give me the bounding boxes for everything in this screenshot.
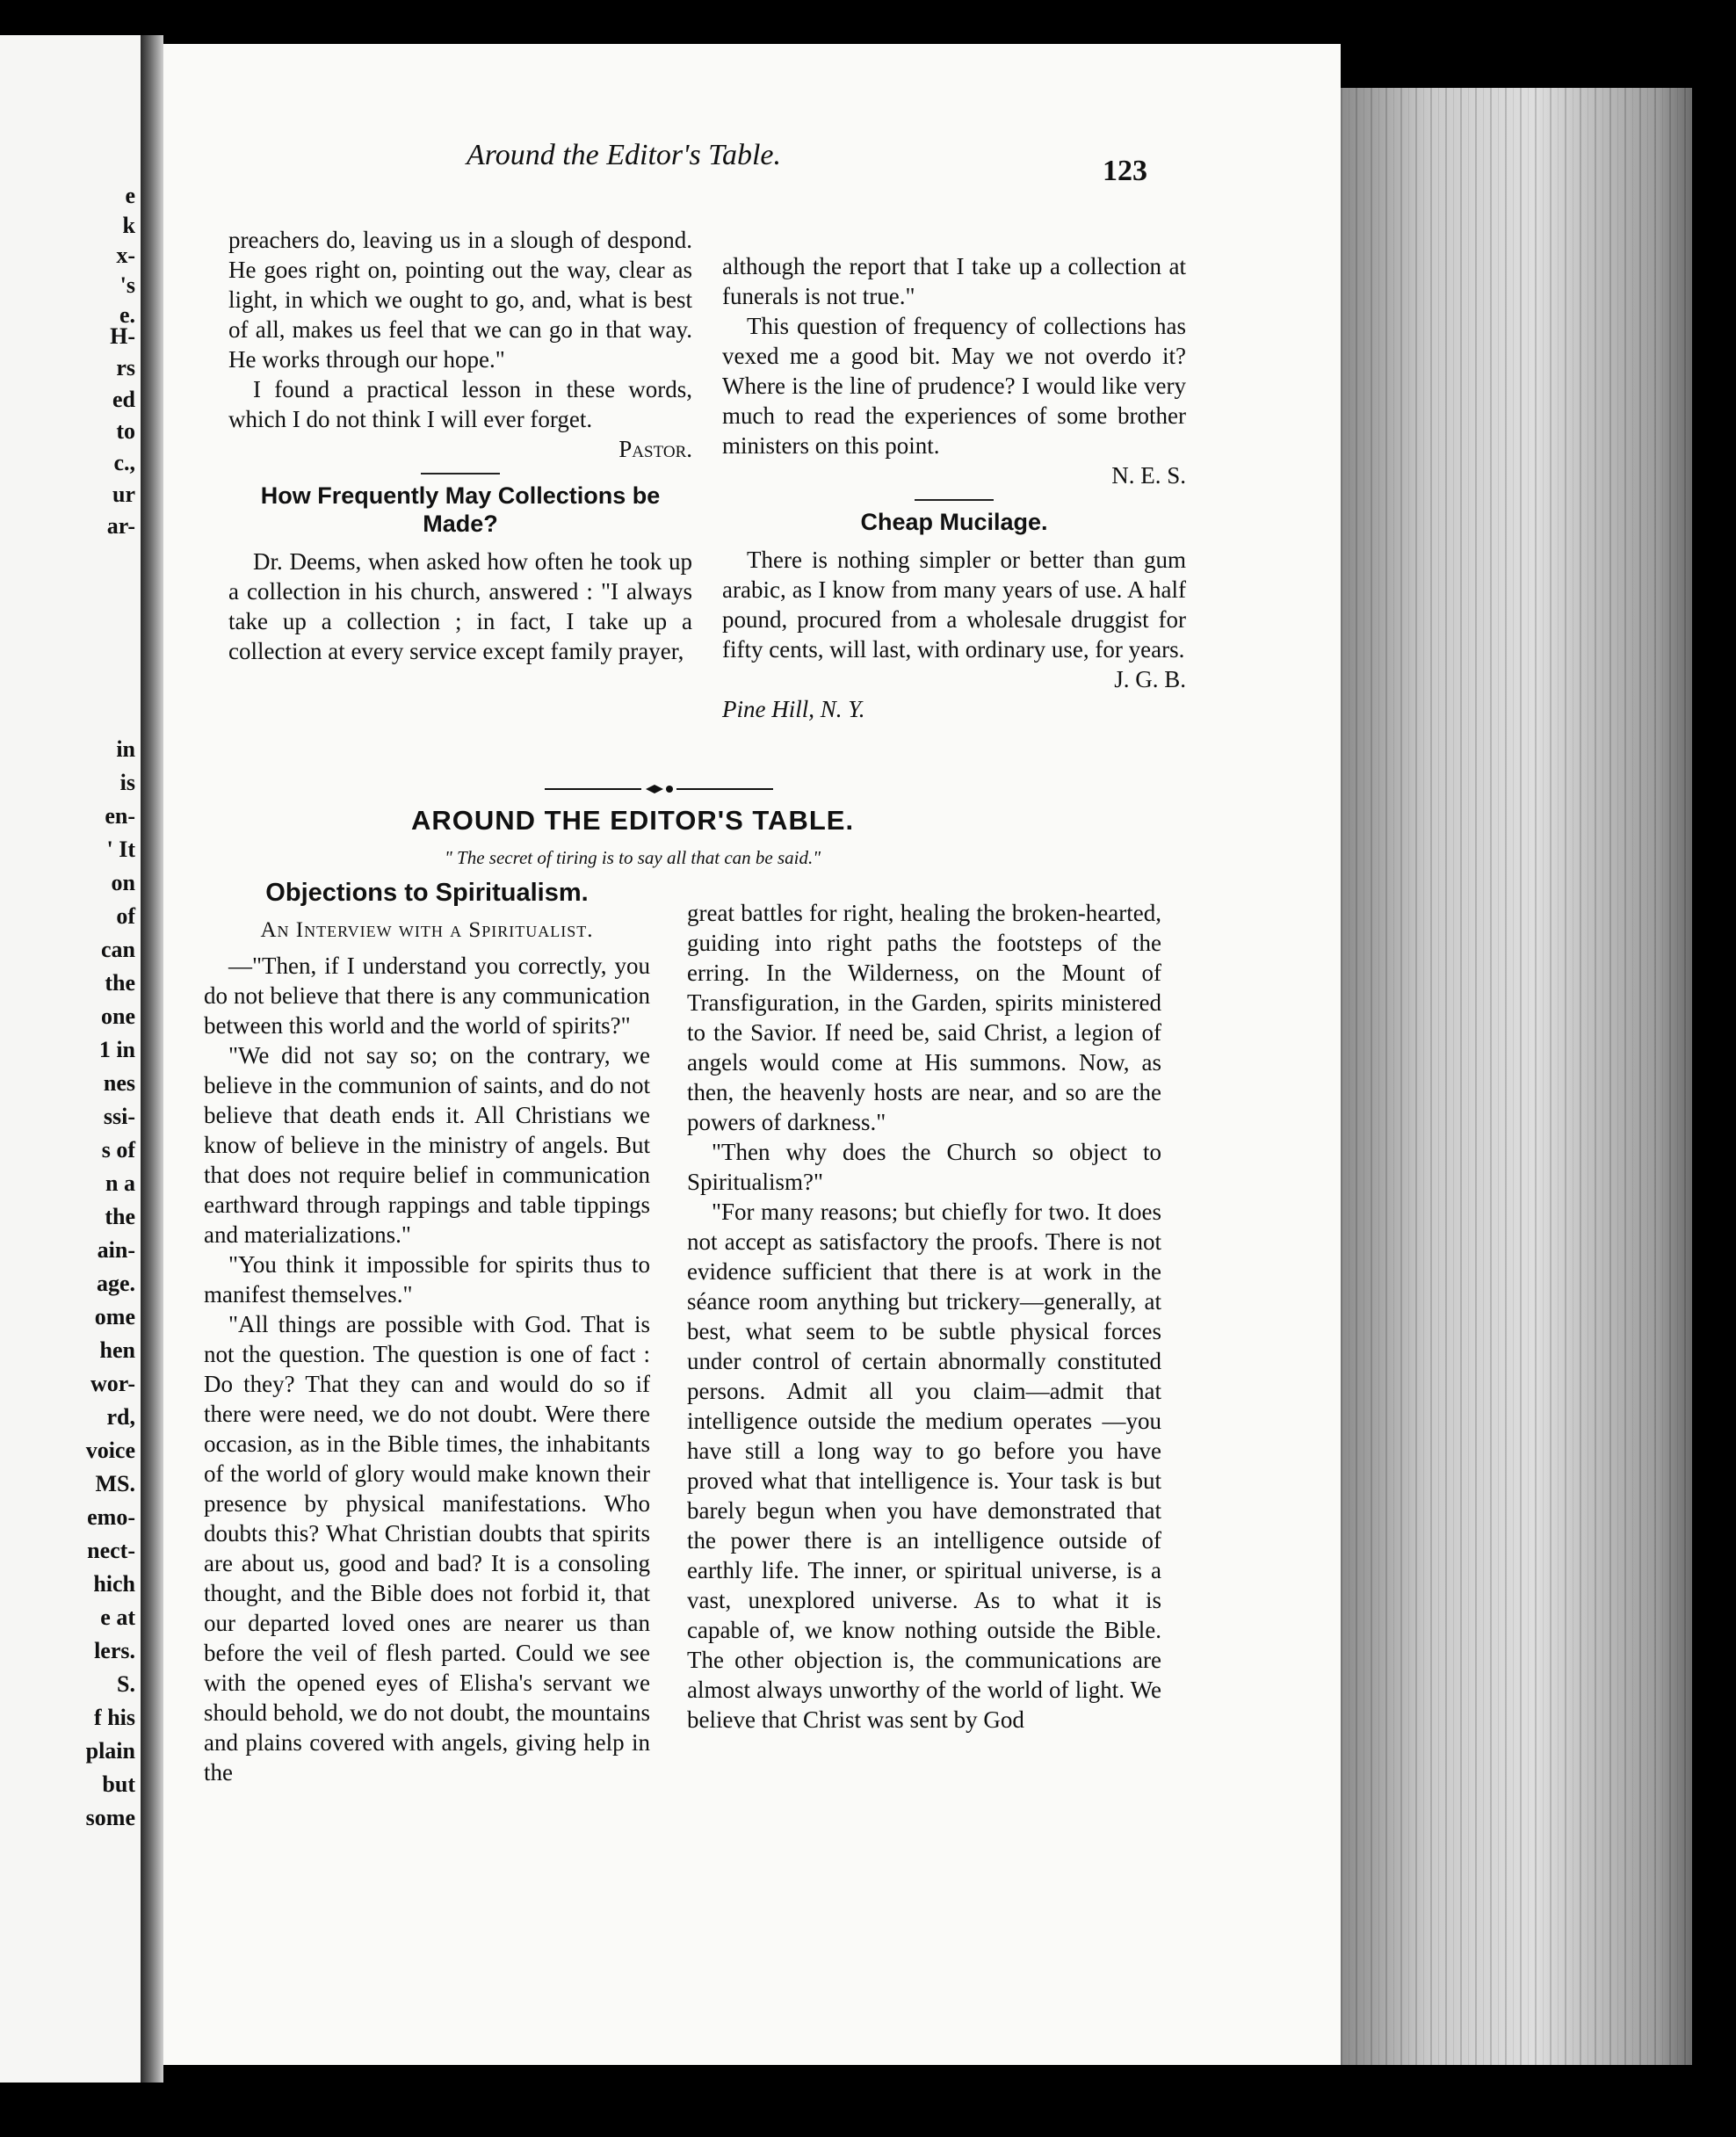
signature-nes: N. E. S. — [1111, 462, 1186, 489]
section-motto: " The secret of tiring is to say all that can be said." — [444, 847, 821, 868]
paragraph: "Then why does the Church so object to Spiritualism?" — [687, 1139, 1161, 1195]
paragraph: I found a practical lesson in these words, which I do not think I will ever forget. — [228, 376, 692, 432]
previous-page-fragment: e at — [100, 1605, 135, 1630]
previous-page-fragment: ur — [112, 482, 135, 507]
previous-page-fragment: ssi- — [103, 1104, 135, 1129]
paragraph: "For many reasons; but chiefly for two. It does not accept as satisfactory the proofs. There is not evidence sufficient that there is at work in the séance room anything but trickery—generally, at best, what seem to be subtle physical forces under control of certain abnormally constituted persons. Admit all you claim—admit that intelligence outside the medium operates —you have still a long way to go before you have proved what that intelligence is. Your task is but barely begun when you have demonstrated that the power there is an intelligence outside of earthly life. The inner, or spiritual universe, is a vast, unexplored universe. As to what it is capable of, we know nothing outside the Bible. The other objection is, the communications are almost always unworthy of the world of light. We believe that Christ was sent by God — [687, 1199, 1161, 1733]
paragraph: "All things are possible with God. That is not the question. The question is one of fact : Do they? That they can and would do so if there were need, we do not doubt. Were there occasion, as in the Bible times, the inhabitants of the world of glory would make known their presence by physical manifestations. Who doubts this? What Christian doubts that spirits are about us, good and bad? It is a consoling thought, and the Bible does not forbid it, that our departed loved ones are nearer us than before the veil of flesh parted. Could we see with the opened eyes of Elisha's servant we should behold, we do not doubt, the mountains and plains covered with angels, giving help in the — [204, 1311, 650, 1786]
paragraph: This question of frequency of collections has vexed me a good bit. May we not overdo it? Where is the line of prudence? I would like very much to read the experiences of some brother ministers on this point. — [722, 313, 1186, 459]
page-number: 123 — [1103, 155, 1147, 187]
previous-page-fragment: but — [102, 1771, 135, 1797]
paragraph: preachers do, leaving us in a slough of despond. He goes right on, pointing out the way, clear as light, in which we ought to go, and, what is best of all, makes us feel that we can go in that way. He works through our hope." — [228, 227, 692, 373]
paragraph: —"Then, if I understand you correctly, you do not believe that there is any communication between this world and the world of spirits?" — [204, 953, 650, 1039]
previous-page-fragment: in — [116, 736, 135, 762]
paragraph: "You think it impossible for spirits thus to manifest themselves." — [204, 1251, 650, 1308]
previous-page-fragment: ' It — [106, 837, 135, 862]
previous-page-fragment: emo- — [87, 1504, 135, 1530]
previous-page-fragment: the — [105, 970, 135, 996]
previous-page-fragment: lers. — [94, 1638, 135, 1663]
column-2-bottom — [687, 898, 1161, 1735]
previous-page-fragment: the — [105, 1204, 135, 1229]
column-2-top — [722, 251, 1186, 724]
previous-page-fragment: H- — [110, 323, 135, 349]
previous-page-fragment: one — [101, 1003, 135, 1029]
previous-page-fragment: age. — [96, 1271, 135, 1296]
previous-page-fragment: f his — [94, 1705, 135, 1730]
column-1-bottom — [204, 873, 650, 1787]
previous-page-fragment: en- — [105, 803, 135, 829]
previous-page-fragment: ain- — [97, 1237, 135, 1263]
previous-page-fragment: 1 in — [98, 1037, 135, 1062]
previous-page-fragment: n a — [105, 1170, 135, 1196]
divider — [421, 473, 500, 474]
book-gutter — [141, 35, 163, 2083]
previous-page-fragment: MS. — [95, 1471, 135, 1496]
section-title: AROUND THE EDITOR'S TABLE. — [410, 805, 855, 836]
paragraph: although the report that I take up a collection at funerals is not true." — [722, 253, 1186, 309]
previous-page-fragment: ar- — [106, 513, 135, 539]
paragraph: Dr. Deems, when asked how often he took up a collection in his church, answered : "I always take up a collection ; in fact, I take up a collection at every service except family prayer, — [228, 548, 692, 664]
column-1-top — [228, 225, 692, 666]
previous-page-fragment: x- — [116, 243, 135, 268]
signature-pastor: Pastor. — [618, 436, 692, 462]
article-subtitle: An Interview with a Spiritualist. — [260, 918, 594, 942]
previous-page-fragment: is — [119, 770, 135, 795]
paragraph: There is nothing simpler or better than gum arabic, as I know from many years of use. A half pound, procured from a wholesale druggist for fifty cents, will last, with ordinary use, for years. — [722, 547, 1186, 663]
divider — [915, 499, 994, 501]
previous-page-fragment: to — [116, 418, 135, 444]
signature-jgb: J. G. B. — [1114, 666, 1186, 692]
previous-page-fragment: hen — [99, 1337, 135, 1363]
article-title-spiritualism: Objections to Spiritualism. — [265, 879, 589, 907]
previous-page-fragment: of — [116, 903, 135, 929]
article-title-collections: How Frequently May Collections be Made? — [260, 482, 661, 537]
previous-page-fragment: e — [125, 183, 135, 208]
previous-page-fragment: plain — [85, 1738, 135, 1764]
previous-page-fragment: on — [111, 870, 135, 895]
previous-page-fragment: wor- — [90, 1371, 135, 1396]
previous-page-fragment: k — [122, 213, 135, 238]
previous-page-fragment: nes — [103, 1070, 135, 1096]
previous-page-fragment: c., — [113, 450, 135, 475]
previous-page-edge — [0, 35, 141, 2083]
ornament-divider — [545, 782, 773, 796]
previous-page-fragment: nect- — [87, 1538, 135, 1563]
location: Pine Hill, N. Y. — [722, 696, 865, 722]
previous-page-fragment: S. — [117, 1671, 135, 1697]
previous-page-fragment: some — [85, 1805, 135, 1830]
book-page-edges — [1341, 88, 1692, 2065]
previous-page-fragment: hich — [93, 1571, 135, 1597]
previous-page-fragment: rs — [116, 355, 135, 380]
running-header: Around the Editor's Table. — [467, 139, 781, 171]
previous-page-fragment: e. — [119, 302, 135, 328]
previous-page-fragment: s of — [101, 1137, 135, 1163]
previous-page-fragment: ome — [94, 1304, 135, 1329]
previous-page-fragment: can — [101, 937, 135, 962]
article-title-mucilage: Cheap Mucilage. — [860, 509, 1048, 535]
previous-page-fragment: rd, — [106, 1404, 135, 1430]
previous-page-fragment: voice — [85, 1438, 135, 1463]
paragraph: great battles for right, healing the broken-hearted, guiding into right paths the footsteps of the erring. In the Wilderness, on the Mount of Transfiguration, in the Garden, spirits ministered to the Savior. If need be, said Christ, a legion of angels would come at His summons. Now, as then, the heavenly hosts are near, and so are the powers of darkness." — [687, 900, 1161, 1135]
previous-page-fragment: ed — [112, 387, 135, 412]
paragraph: "We did not say so; on the contrary, we believe in the communion of saints, and do not believe that death ends it. All Christians we know of believe in the ministry of angels. But that does not require belief in communication earthward through rappings and table tippings and materializations." — [204, 1042, 650, 1248]
previous-page-fragment: 's — [119, 272, 135, 298]
